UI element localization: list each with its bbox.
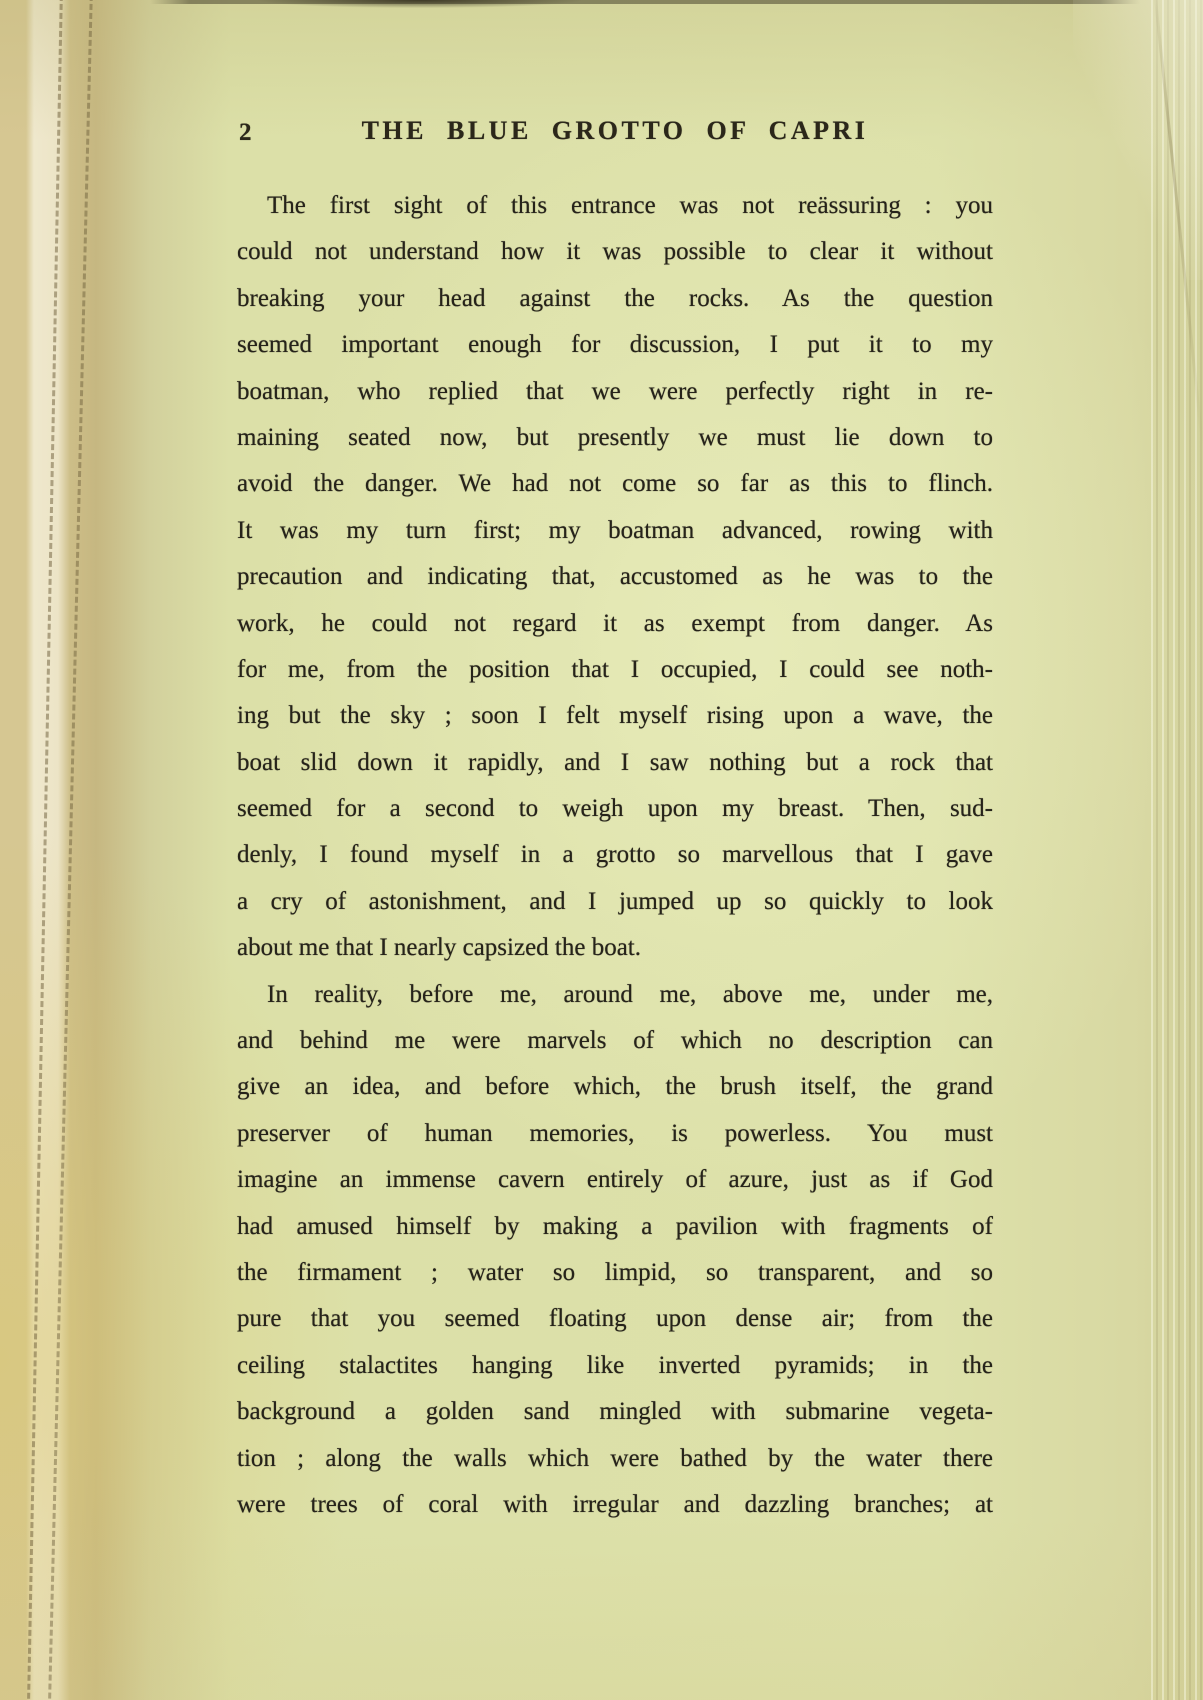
- text-line: avoid the danger. We had not come so far as this to flinch.: [237, 470, 993, 498]
- text-line: In reality, before me, around me, above me, under me,: [267, 980, 993, 1008]
- text-line: were trees of coral with irregular and dazzling branches; at: [237, 1490, 993, 1518]
- body-text: [237, 183, 993, 1528]
- page-header: [237, 116, 993, 150]
- text-line: boatman, who replied that we were perfectly right in re-: [237, 377, 993, 405]
- text-line: a cry of astonishment, and I jumped up so quickly to look: [237, 887, 993, 915]
- page-number: 2: [239, 119, 252, 146]
- text-line: tion ; along the walls which were bathed by the water there: [237, 1444, 993, 1472]
- binding-stitch-line: [27, 0, 63, 1700]
- text-line: and behind me were marvels of which no description can: [237, 1027, 993, 1055]
- paragraph: [237, 972, 993, 1529]
- running-head-title: THE BLUE GROTTO OF CAPRI: [361, 116, 869, 145]
- text-line: The first sight of this entrance was not reässuring : you: [267, 192, 993, 219]
- paragraph: [237, 183, 993, 972]
- text-line: breaking your head against the rocks. As the question: [237, 284, 993, 312]
- text-line: boat slid down it rapidly, and I saw nothing but a rock that: [237, 748, 993, 776]
- text-line: denly, I found myself in a grotto so marvellous that I gave: [237, 841, 993, 869]
- text-line: maining seated now, but presently we must lie down to: [237, 423, 993, 451]
- text-line: for me, from the position that I occupied, I could see noth-: [237, 655, 993, 683]
- text-line: had amused himself by making a pavilion with fragments of: [237, 1212, 993, 1240]
- text-line: about me that I nearly capsized the boat.: [237, 934, 642, 962]
- text-line: ceiling stalactites hanging like inverted pyramids; in the: [237, 1351, 993, 1379]
- text-line: It was my turn first; my boatman advanced, rowing with: [237, 516, 993, 544]
- text-line: work, he could not regard it as exempt from danger. As: [237, 609, 993, 637]
- text-line: background a golden sand mingled with submarine vegeta-: [237, 1398, 993, 1426]
- text-line: preserver of human memories, is powerless. You must: [237, 1119, 993, 1147]
- page-corner-highlight: [1073, 0, 1203, 280]
- text-line: ing but the sky ; soon I felt myself rising upon a wave, the: [237, 702, 993, 730]
- text-line: could not understand how it was possible to clear it without: [237, 238, 993, 266]
- text-line: give an idea, and before which, the brush itself, the grand: [237, 1073, 993, 1101]
- page-top-edge-shadow-dark: [255, 0, 585, 9]
- text-line: pure that you seemed floating upon dense air; from the: [237, 1305, 993, 1333]
- text-line: precaution and indicating that, accustomed as he was to the: [237, 563, 993, 591]
- text-line: seemed important enough for discussion, I put it to my: [237, 331, 993, 359]
- text-line: imagine an immense cavern entirely of azure, just as if God: [237, 1166, 993, 1194]
- text-line: the firmament ; water so limpid, so transparent, and so: [237, 1258, 993, 1286]
- text-line: seemed for a second to weigh upon my breast. Then, sud-: [237, 795, 993, 823]
